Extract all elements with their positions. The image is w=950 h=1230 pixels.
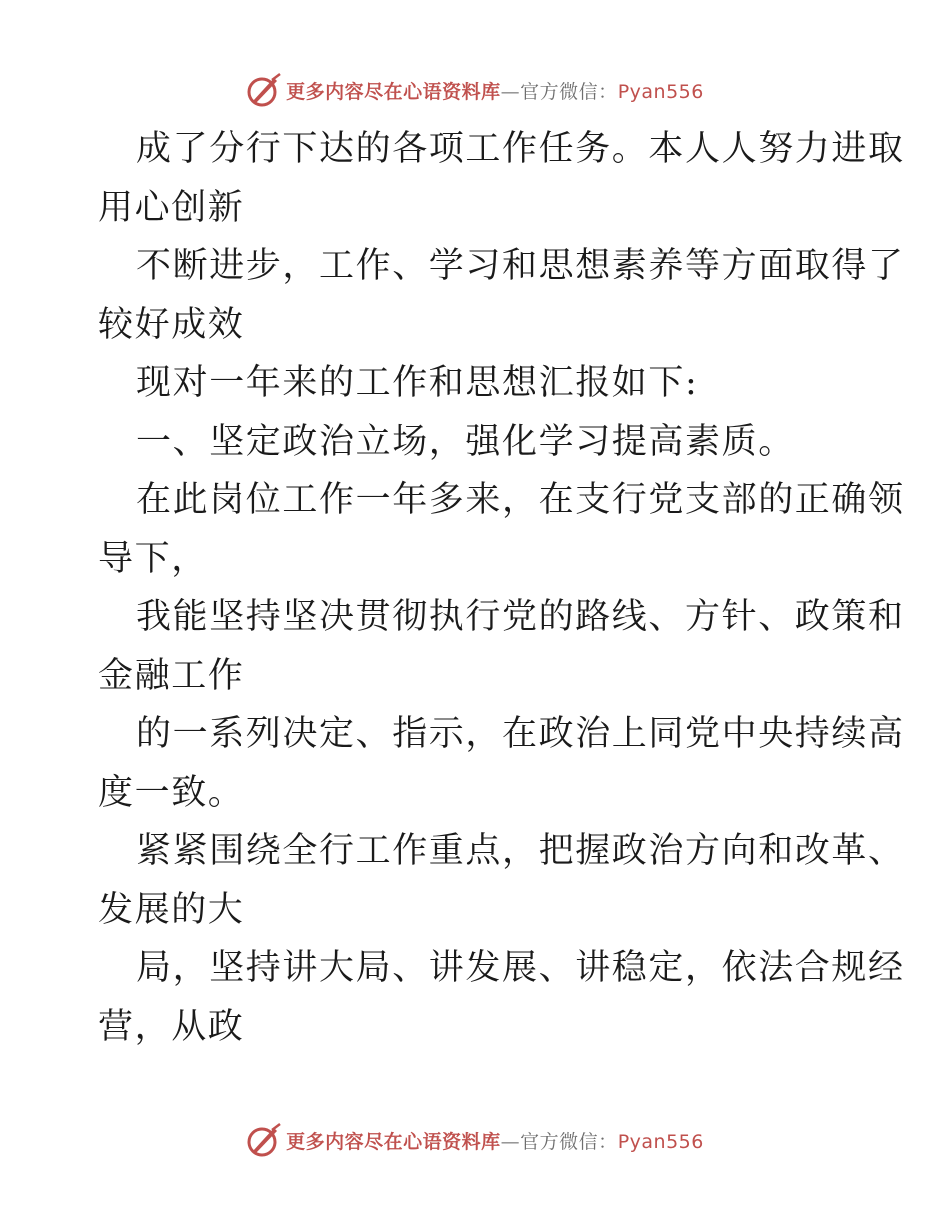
- text-line: 局，坚持讲大局、讲发展、讲稳定，依法合规经: [136, 948, 905, 988]
- watermark-dash: —: [500, 1130, 521, 1153]
- text-line: 度一致。: [98, 772, 245, 813]
- text-line: 一、坚定政治立场，强化学习提高素质。: [136, 421, 795, 462]
- text-line: 不断进步，工作、学习和思想素养等方面取得了: [136, 246, 905, 286]
- text-line: 我能坚持坚决贯彻执行党的路线、方针、政策和: [136, 597, 905, 637]
- text-line: 的一系列决定、指示，在政治上同党中央持续高: [136, 714, 905, 754]
- text-line: 现对一年来的工作和思想汇报如下:: [136, 363, 699, 403]
- text-line: 发展的大: [98, 889, 245, 930]
- quill-logo-icon: [246, 72, 282, 108]
- text-line: 在此岗位工作一年多来，在支行党支部的正确领: [136, 480, 905, 520]
- document-body: [98, 120, 905, 1056]
- text-line: 导下，: [98, 538, 208, 579]
- text-line: 金融工作: [98, 655, 245, 696]
- text-line: 营，从政: [98, 1006, 245, 1047]
- watermark-wechat-label: 官方微信：: [520, 1130, 618, 1153]
- quill-logo-icon: [246, 1122, 282, 1158]
- watermark-text: [286, 1127, 704, 1154]
- footer-watermark-banner: [0, 1120, 950, 1160]
- text-line: 紧紧围绕全行工作重点，把握政治方向和改革、: [136, 831, 905, 871]
- header-watermark-banner: [0, 70, 950, 110]
- watermark-wechat-id: Pyan556: [617, 1130, 704, 1153]
- watermark-highlight: 更多内容尽在心语资料库: [286, 1130, 501, 1153]
- watermark-dash: —: [500, 80, 521, 103]
- watermark-highlight: 更多内容尽在心语资料库: [286, 80, 501, 103]
- watermark-wechat-id: Pyan556: [617, 80, 704, 103]
- text-line: 较好成效: [98, 304, 245, 345]
- watermark-wechat-label: 官方微信：: [520, 80, 618, 103]
- text-line: 用心创新: [98, 187, 245, 228]
- watermark-text: [286, 77, 704, 104]
- text-line: 成了分行下达的各项工作任务。本人人努力进取: [136, 129, 905, 169]
